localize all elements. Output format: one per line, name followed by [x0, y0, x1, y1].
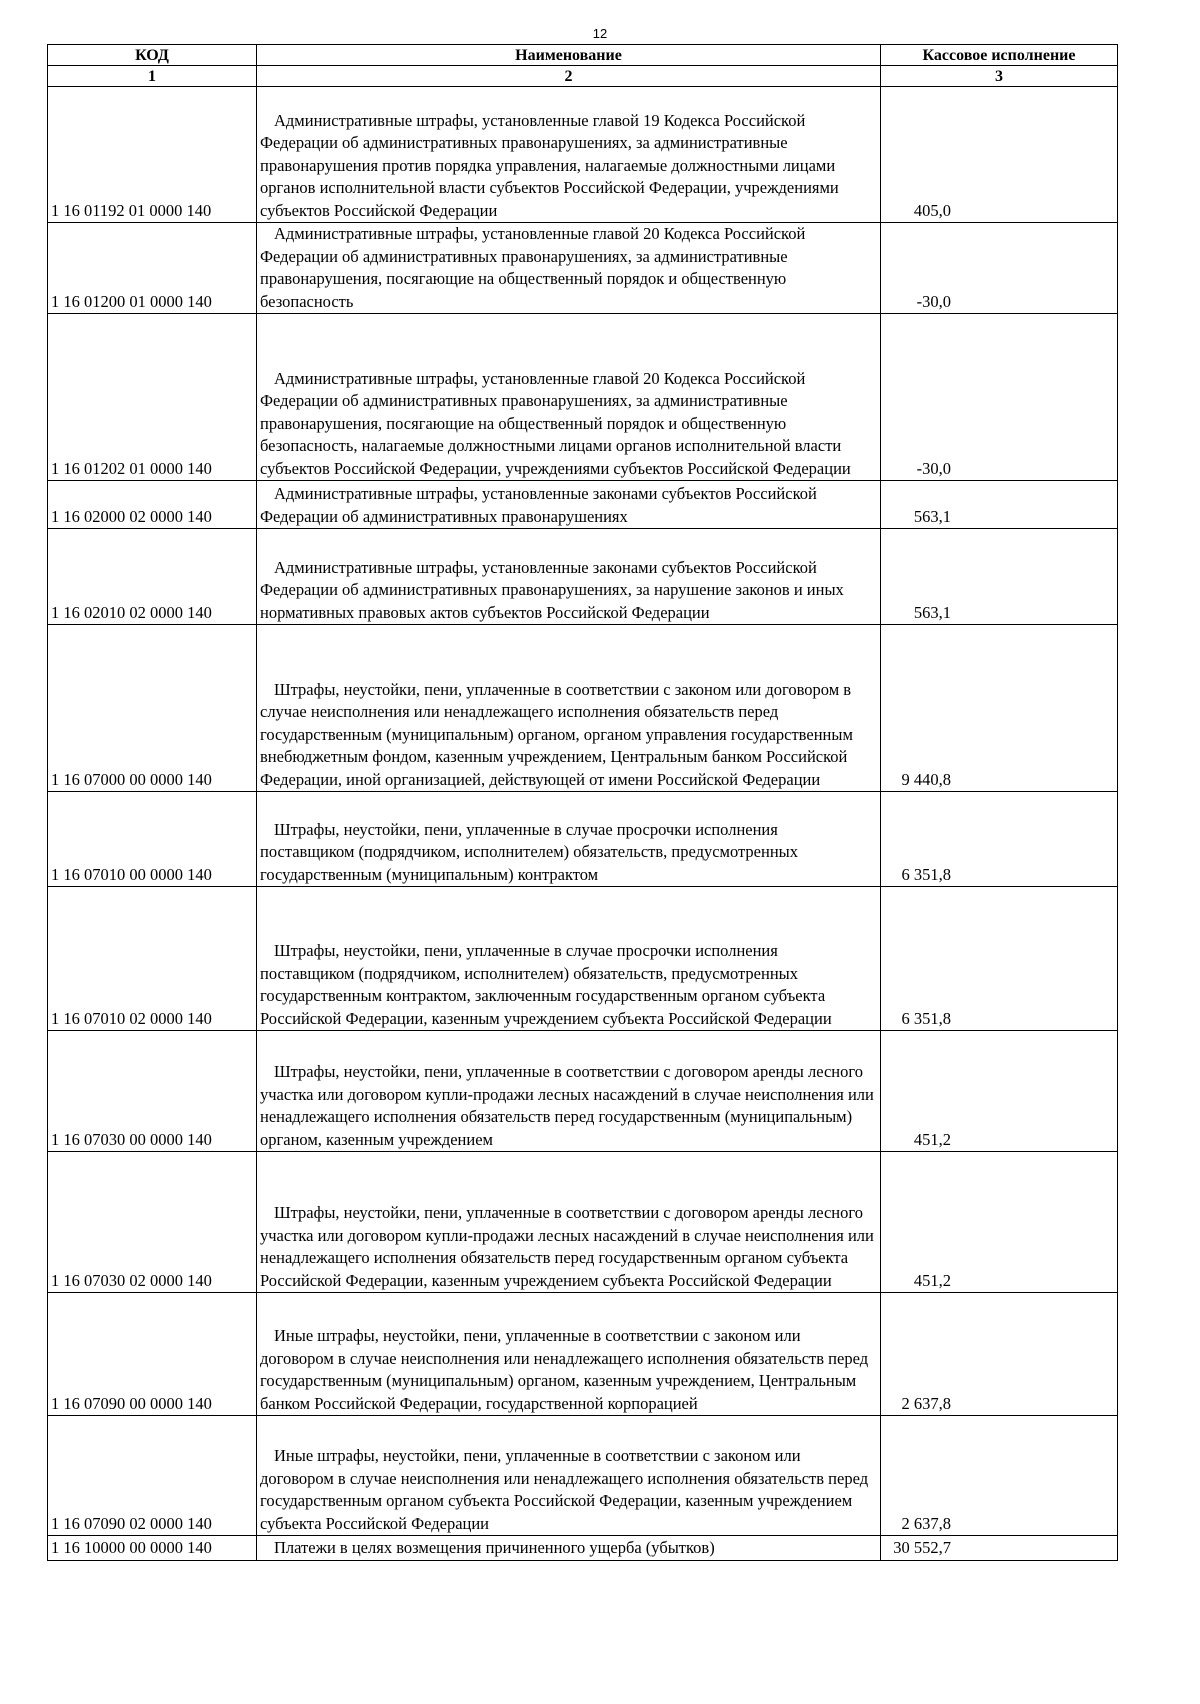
row-name-text: Административные штрафы, установленные законами субъектов Российской Федерации об административных правонарушениях, за нарушение законов и иных нормативных правовых актов субъектов Российской Федерации	[260, 557, 844, 622]
column-number-row	[48, 66, 1118, 87]
budget-execution-table	[47, 44, 1118, 1561]
row-name-text: Штрафы, неустойки, пени, уплаченные в соответствии с договором аренды лесного участка или договором купли-продажи лесных насаждений в случае неисполнения или ненадлежащего исполнения обязательств перед государственным (муниципальным) органом, казенным учреждением	[260, 1062, 874, 1149]
table-row	[48, 1293, 1118, 1416]
row-name-text: Административные штрафы, установленные главой 20 Кодекса Российской Федерации об административных правонарушениях, за административные правонарушения, посягающие на общественный порядок и общественную безопасность, налагаемые должностными лицами органов исполнительной власти субъектов Российской Федерации, учреждениями субъектов Российской Федерации	[260, 368, 851, 478]
row-name	[257, 792, 881, 887]
header-name: Наименование	[257, 45, 881, 66]
row-name-text: Административные штрафы, установленные главой 20 Кодекса Российской Федерации об административных правонарушениях, за административные правонарушения, посягающие на общественный порядок и общественную безопасность	[260, 224, 806, 311]
row-name-text: Штрафы, неустойки, пени, уплаченные в случае просрочки исполнения поставщиком (подрядчиком, исполнителем) обязательств, предусмотренных государственным (муниципальным) контрактом	[260, 819, 798, 884]
table-row	[48, 887, 1118, 1031]
table-row	[48, 314, 1118, 481]
row-code: 1 16 07000 00 0000 140	[48, 625, 257, 792]
row-name-text: Штрафы, неустойки, пени, уплаченные в соответствии с договором аренды лесного участка или договором купли-продажи лесных насаждений в случае неисполнения или ненадлежащего исполнения обязательств перед государственным органом субъекта Российской Федерации, казенным учреждением субъекта Российской Федерации	[260, 1203, 874, 1290]
row-amount: 6 351,8	[881, 887, 1118, 1031]
row-amount: 405,0	[881, 87, 1118, 223]
row-code: 1 16 02000 02 0000 140	[48, 481, 257, 529]
row-name-text: Иные штрафы, неустойки, пени, уплаченные в соответствии с законом или договором в случае неисполнения или ненадлежащего исполнения обязательств перед государственным органом субъекта Российской Федерации, казенным учреждением субъекта Российской Федерации	[260, 1446, 869, 1533]
table-row	[48, 529, 1118, 625]
row-name-text: Административные штрафы, установленные главой 19 Кодекса Российской Федерации об административных правонарушениях, за административные правонарушения против порядка управления, налагаемые должностными лицами органов исполнительной власти субъектов Российской Федерации, учреждениями субъектов Российской Федерации	[260, 110, 839, 220]
header-code: КОД	[48, 45, 257, 66]
row-code: 1 16 07090 02 0000 140	[48, 1416, 257, 1536]
row-code: 1 16 02010 02 0000 140	[48, 529, 257, 625]
row-code: 1 16 01192 01 0000 140	[48, 87, 257, 223]
row-amount: -30,0	[881, 223, 1118, 314]
row-amount: 30 552,7	[881, 1536, 1118, 1561]
row-amount: 451,2	[881, 1152, 1118, 1293]
column-number-1: 1	[48, 66, 257, 87]
row-amount: 9 440,8	[881, 625, 1118, 792]
table-row	[48, 792, 1118, 887]
table-row	[48, 1536, 1118, 1561]
row-amount: 563,1	[881, 529, 1118, 625]
table-row	[48, 223, 1118, 314]
row-amount: 2 637,8	[881, 1416, 1118, 1536]
row-code: 1 16 07090 00 0000 140	[48, 1293, 257, 1416]
row-name	[257, 1536, 881, 1561]
row-name	[257, 223, 881, 314]
row-name-text: Штрафы, неустойки, пени, уплаченные в случае просрочки исполнения поставщиком (подрядчиком, исполнителем) обязательств, предусмотренных государственным контрактом, заключенным государственным органом субъекта Российской Федерации, казенным учреждением субъекта Российской Федерации	[260, 941, 832, 1028]
row-code: 1 16 01202 01 0000 140	[48, 314, 257, 481]
table-row	[48, 625, 1118, 792]
row-name	[257, 1031, 881, 1152]
row-amount: 563,1	[881, 481, 1118, 529]
row-name	[257, 1416, 881, 1536]
row-name	[257, 314, 881, 481]
column-number-3: 3	[881, 66, 1118, 87]
page-number: 12	[592, 26, 608, 41]
row-code: 1 16 07010 00 0000 140	[48, 792, 257, 887]
row-name	[257, 887, 881, 1031]
row-name	[257, 625, 881, 792]
row-code: 1 16 07030 02 0000 140	[48, 1152, 257, 1293]
row-amount: 6 351,8	[881, 792, 1118, 887]
row-name	[257, 87, 881, 223]
row-name	[257, 1293, 881, 1416]
table-row	[48, 1031, 1118, 1152]
column-number-2: 2	[257, 66, 881, 87]
table-row	[48, 481, 1118, 529]
table-row	[48, 1152, 1118, 1293]
row-name	[257, 1152, 881, 1293]
row-name-text: Административные штрафы, установленные законами субъектов Российской Федерации об административных правонарушениях	[260, 484, 817, 526]
table-row	[48, 87, 1118, 223]
row-amount: 2 637,8	[881, 1293, 1118, 1416]
row-name-text: Иные штрафы, неустойки, пени, уплаченные в соответствии с законом или договором в случае неисполнения или ненадлежащего исполнения обязательств перед государственным (муниципальным) органом, казенным учреждением, Центральным банком Российской Федерации, государственной корпорацией	[260, 1326, 869, 1413]
row-name-text: Платежи в целях возмещения причиненного ущерба (убытков)	[274, 1538, 715, 1557]
table-row	[48, 1416, 1118, 1536]
row-amount: -30,0	[881, 314, 1118, 481]
row-amount: 451,2	[881, 1031, 1118, 1152]
row-name	[257, 529, 881, 625]
row-code: 1 16 07010 02 0000 140	[48, 887, 257, 1031]
row-name-text: Штрафы, неустойки, пени, уплаченные в соответствии с законом или договором в случае неисполнения или ненадлежащего исполнения обязательств перед государственным (муниципальным) органом, органом управления государственным внебюджетным фондом, казенным учреждением, Центральным банком Российской Федерации, иной организацией, действующей от имени Российской Федерации	[260, 679, 853, 789]
header-amount: Кассовое исполнение	[881, 45, 1118, 66]
row-code: 1 16 07030 00 0000 140	[48, 1031, 257, 1152]
row-name	[257, 481, 881, 529]
row-code: 1 16 01200 01 0000 140	[48, 223, 257, 314]
header-row	[48, 45, 1118, 66]
row-code: 1 16 10000 00 0000 140	[48, 1536, 257, 1561]
